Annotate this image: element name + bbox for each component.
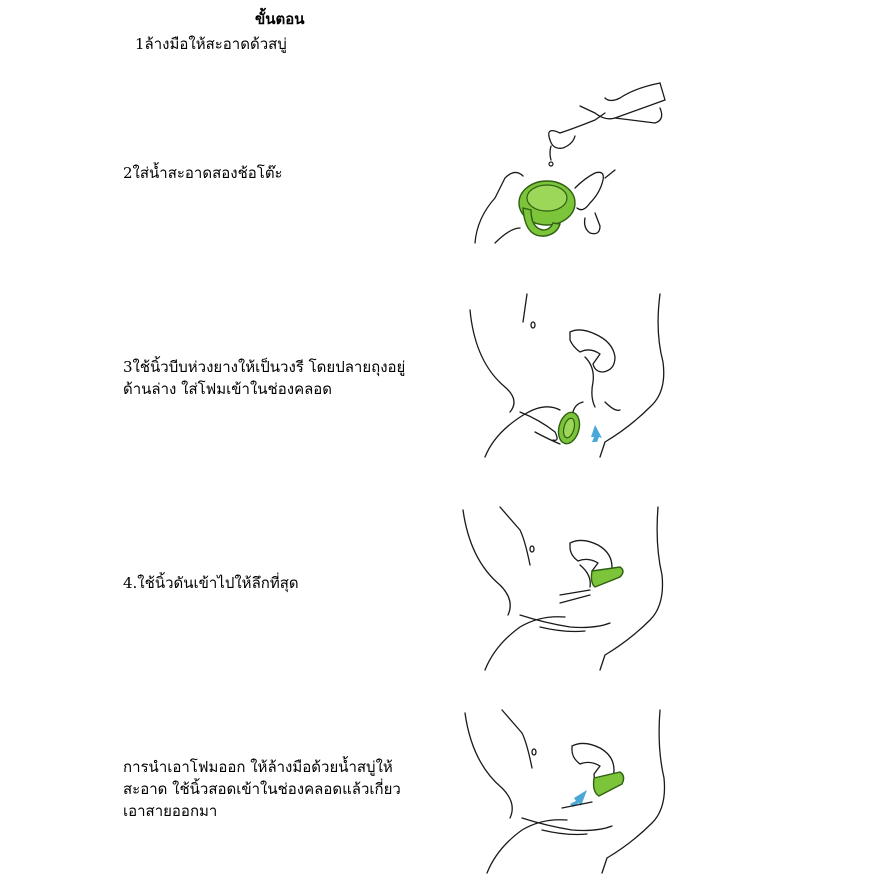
step-5-text: [123, 756, 401, 822]
step-3-line-2: ด้านล่าง ใส่โฟมเข้าในช่องคลอด: [123, 380, 333, 398]
pushing-illustration: [460, 505, 670, 675]
step-5-line-2: สะอาด ใช้นิ้วสอดเข้าในช่องคลอดแล้วเกี่ยว: [123, 780, 401, 798]
step-5-line-1: การนำเอาโฟมออก ให้ล้างมือด้วยน้ำสบู่ให้: [123, 758, 393, 776]
step-2-text: 2ใส่น้ำสะอาดสองช้อโต๊ะ: [123, 164, 283, 182]
removal-illustration: [462, 708, 672, 874]
step-4-text: 4.ใช้นิ้วดันเข้าไปให้ลึกที่สุด: [123, 574, 299, 592]
step-3-line-1: 3ใช้นิ้วบีบห่วงยางให้เป็นวงรี โดยปลายถุงอยู่: [123, 358, 406, 376]
page-title: ขั้นตอน: [255, 10, 305, 28]
step-1-text: 1ล้างมือให้สะอาดด้วสบู่: [135, 35, 287, 53]
step-3-text: [123, 356, 405, 400]
insertion-illustration: [465, 292, 670, 462]
step-5-line-3: เอาสายออกมา: [123, 802, 218, 820]
pouring-water-illustration: [465, 78, 670, 248]
